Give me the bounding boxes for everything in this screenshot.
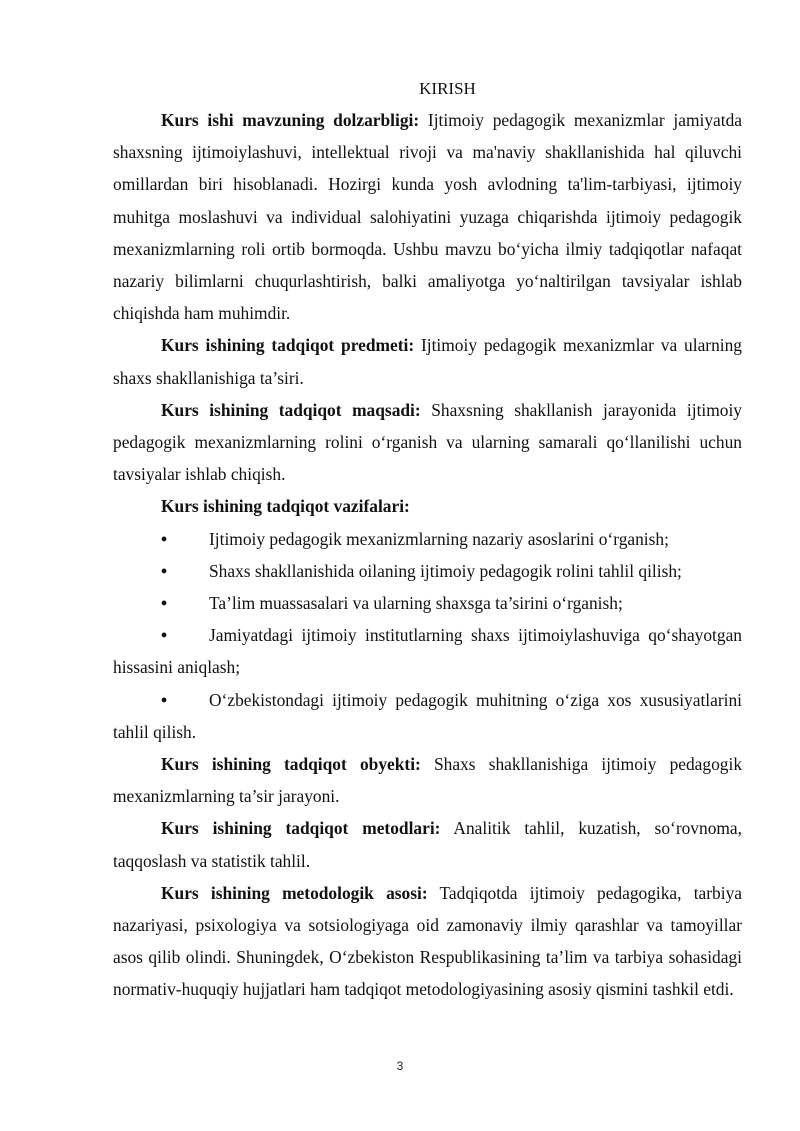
methodology-text: Tadqiqotda ijtimoiy pedagogika, tarbiya nazariyasi, psixologiya va sotsiologiyaga oid zamonaviy ilmiy qarashlar va tamoyillar asos qilib olindi. Shuningdek, O‘zbekiston Respublikasining ta’lim va tarbiya sohasidagi normativ-huquqiy hujjatlari ham tadqiqot metodologiyasining asosiy qismini tashkil etdi.	[113, 882, 742, 1000]
subject-paragraph	[113, 329, 742, 393]
goal-label: Kurs ishining tadqiqot maqsadi:	[161, 399, 421, 420]
task-item	[113, 587, 742, 619]
methodology-label: Kurs ishining metodologik asosi:	[161, 882, 428, 903]
goal-paragraph	[113, 394, 742, 491]
object-text: Shaxs shakllanishiga ijtimoiy pedagogik mexanizmlarning ta’sir jarayoni.	[113, 754, 743, 807]
subject-text: Ijtimoiy pedagogik mexanizmlar va ularning shaxs shakllanishiga ta’siri.	[113, 335, 743, 388]
task-item-text: Ijtimoiy pedagogik mexanizmlarning nazariy asoslarini o‘rganish;	[209, 528, 669, 549]
document-page	[113, 74, 742, 1006]
object-label: Kurs ishining tadqiqot obyekti:	[161, 754, 421, 775]
task-item-text: Jamiyatdagi ijtimoiy institutlarning shaxs ijtimoiylashuviga qo‘shayotgan hissasini aniqlash;	[113, 625, 742, 678]
methodology-paragraph	[113, 877, 742, 1006]
task-item-text: Shaxs shakllanishida oilaning ijtimoiy pedagogik rolini tahlil qilish;	[209, 560, 682, 581]
methods-paragraph	[113, 812, 742, 876]
task-item	[113, 555, 742, 587]
task-item	[113, 523, 742, 555]
relevance-label: Kurs ishi mavzuning dolzarbligi:	[161, 110, 420, 130]
bullet-icon: •	[161, 560, 168, 581]
relevance-paragraph	[113, 104, 742, 329]
page-number: 3	[396, 1059, 404, 1073]
relevance-text: Ijtimoiy pedagogik mexanizmlar jamiyatda shaxsning ijtimoiylashuvi, intellektual rivoji va ma'naviy shakllanishida hal qiluvchi omillardan biri hisoblanadi. Hozirgi kunda yosh avlodning ta'lim-tarbiyasi, ijtimoiy muhitga moslashuvi va individual salohiyatini yuzaga chiqarishda ijtimoiy pedagogik mexanizmlarning roli ortib bormoqda. Ushbu mavzu bo‘yicha ilmiy tadqiqotlar nafaqat nazariy bilimlarni chuqurlashtirish, balki amaliyotga yo‘naltirilgan tavsiyalar ishlab chiqishda ham muhimdir.	[113, 110, 742, 324]
bullet-icon: •	[161, 528, 168, 549]
subject-label: Kurs ishining tadqiqot predmeti:	[161, 335, 415, 356]
task-item	[113, 684, 742, 748]
bullet-icon: •	[161, 593, 168, 614]
bullet-icon: •	[161, 625, 168, 646]
bullet-icon: •	[161, 689, 168, 710]
methods-text: Analitik tahlil, kuzatish, so‘rovnoma, taqqoslash va statistik tahlil.	[113, 818, 742, 871]
task-item	[113, 619, 742, 683]
tasks-heading: Kurs ishining tadqiqot vazifalari:	[161, 496, 410, 517]
goal-text: Shaxsning shakllanish jarayonida ijtimoiy pedagogik mexanizmlarning rolini o‘rganish va ularning samarali qo‘llanilishi uchun tavsiyalar ishlab chiqish.	[113, 399, 742, 485]
object-paragraph	[113, 748, 742, 812]
task-item-text: Ta’lim muassasalari va ularning shaxsga ta’sirini o‘rganish;	[209, 593, 623, 614]
task-item-text: O‘zbekistondagi ijtimoiy pedagogik muhitning o‘ziga xos xususiyatlarini tahlil qilish.	[113, 689, 742, 742]
methods-label: Kurs ishining tadqiqot metodlari:	[161, 818, 441, 839]
section-title: KIRISH	[419, 79, 476, 98]
